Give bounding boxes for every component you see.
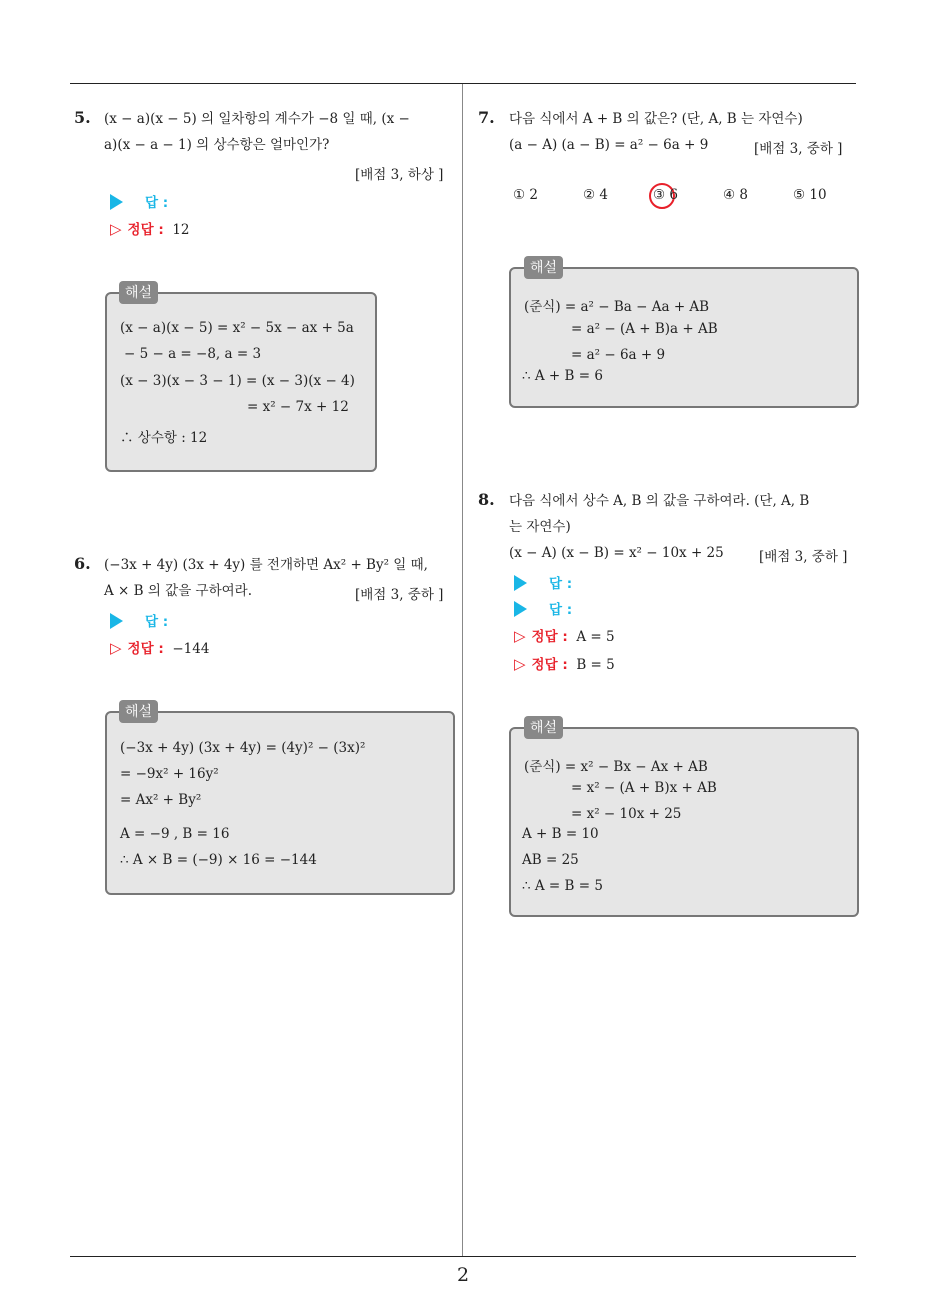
answer-label: 답 :: [549, 602, 573, 618]
question-7-number: 7.: [478, 108, 495, 127]
question-6-meta: [배점 3, 중하 ]: [355, 587, 444, 603]
explanation-line: = a² − (A + B)a + AB: [571, 321, 718, 337]
explanation-line: − 5 − a = −8, a = 3: [124, 346, 262, 362]
explanation-title: 해설: [119, 700, 158, 723]
play-icon: [514, 575, 527, 591]
explanation-line: ∴ A + B = 6: [522, 368, 603, 384]
explanation-line: = a² − 6a + 9: [571, 347, 666, 363]
outline-triangle-icon: ▷: [110, 639, 122, 657]
correct-value: 12: [172, 222, 190, 238]
question-6-line-2: A × B 의 값을 구하여라.: [104, 583, 253, 599]
question-6-line-1: (−3x + 4y) (3x + 4y) 를 전개하면 Ax² + By² 일 때,: [104, 557, 428, 573]
choice-4[interactable]: ④ 8: [723, 187, 748, 203]
play-icon: [110, 613, 123, 629]
choice-1[interactable]: ① 2: [513, 187, 538, 203]
page-number: 2: [456, 1264, 470, 1286]
question-6-correct-answer: [110, 637, 209, 657]
question-8-correct-answer-b: [514, 653, 615, 673]
explanation-line: (준식) = a² − Ba − Aa + AB: [524, 299, 710, 315]
explanation-line: = −9x² + 16y²: [120, 766, 219, 782]
question-7-line-1: 다음 식에서 A + B 의 값은? (단, A, B 는 자연수): [509, 111, 803, 127]
outline-triangle-icon: ▷: [514, 655, 526, 673]
explanation-line: ∴ A = B = 5: [522, 878, 603, 894]
correct-label: 정답 :: [531, 629, 568, 645]
question-6-number: 6.: [74, 554, 91, 573]
correct-value: B = 5: [576, 657, 615, 673]
play-icon: [110, 194, 123, 210]
outline-triangle-icon: ▷: [514, 627, 526, 645]
correct-value: A = 5: [576, 629, 615, 645]
explanation-line: = x² − 10x + 25: [571, 806, 682, 822]
question-5-line-2: a)(x − a − 1) 의 상수항은 얼마인가?: [104, 137, 330, 153]
question-8-correct-answer-a: [514, 625, 615, 645]
top-rule: [70, 83, 856, 84]
question-7-meta: [배점 3, 중하 ]: [754, 141, 843, 157]
explanation-line: (x − a)(x − 5) = x² − 5x − ax + 5a: [120, 320, 354, 336]
play-icon: [514, 601, 527, 617]
question-8-answer-field-a[interactable]: [514, 572, 572, 592]
explanation-line: A = −9 , B = 16: [120, 826, 230, 842]
answer-label: 답 :: [549, 576, 573, 592]
question-5-correct-answer: [110, 218, 190, 238]
question-8-line-1: 다음 식에서 상수 A, B 의 값을 구하여라. (단, A, B: [509, 493, 810, 509]
question-8-number: 8.: [478, 490, 495, 509]
explanation-line: (−3x + 4y) (3x + 4y) = (4y)² − (3x)²: [120, 740, 366, 756]
correct-label: 정답 :: [127, 222, 164, 238]
question-8-line-2: 는 자연수): [509, 519, 571, 535]
bottom-rule: [70, 1256, 856, 1257]
correct-label: 정답 :: [531, 657, 568, 673]
explanation-line: (준식) = x² − Bx − Ax + AB: [524, 759, 708, 775]
choice-5[interactable]: ⑤ 10: [793, 187, 827, 203]
explanation-line: = Ax² + By²: [120, 792, 202, 808]
choice-3[interactable]: ③ 6: [653, 187, 678, 203]
question-5-line-1: (x − a)(x − 5) 의 일차항의 계수가 −8 일 때, (x −: [104, 111, 410, 127]
question-8-answer-field-b[interactable]: [514, 598, 572, 618]
question-8-meta: [배점 3, 중하 ]: [759, 549, 848, 565]
explanation-title: 해설: [524, 716, 563, 739]
explanation-line: ∴ 상수항 : 12: [120, 430, 208, 446]
choice-2[interactable]: ② 4: [583, 187, 608, 203]
explanation-line: = x² − 7x + 12: [247, 399, 349, 415]
correct-label: 정답 :: [127, 641, 164, 657]
question-5-answer-field[interactable]: [110, 191, 168, 211]
question-5-meta: [배점 3, 하상 ]: [355, 167, 444, 183]
explanation-line: = x² − (A + B)x + AB: [571, 780, 717, 796]
outline-triangle-icon: ▷: [110, 220, 122, 238]
answer-label: 답 :: [145, 614, 169, 630]
answer-label: 답 :: [145, 195, 169, 211]
explanation-line: A + B = 10: [522, 826, 599, 842]
explanation-title: 해설: [524, 256, 563, 279]
correct-value: −144: [172, 641, 210, 657]
explanation-line: AB = 25: [522, 852, 579, 868]
question-5-number: 5.: [74, 108, 91, 127]
column-divider: [462, 84, 463, 1256]
explanation-line: (x − 3)(x − 3 − 1) = (x − 3)(x − 4): [120, 373, 355, 389]
explanation-line: ∴ A × B = (−9) × 16 = −144: [120, 852, 317, 868]
question-8-line-3: (x − A) (x − B) = x² − 10x + 25: [509, 545, 724, 561]
question-7-explanation-box: [509, 267, 859, 408]
question-7-line-2: (a − A) (a − B) = a² − 6a + 9: [509, 137, 709, 153]
question-6-answer-field[interactable]: [110, 610, 168, 630]
explanation-title: 해설: [119, 281, 158, 304]
